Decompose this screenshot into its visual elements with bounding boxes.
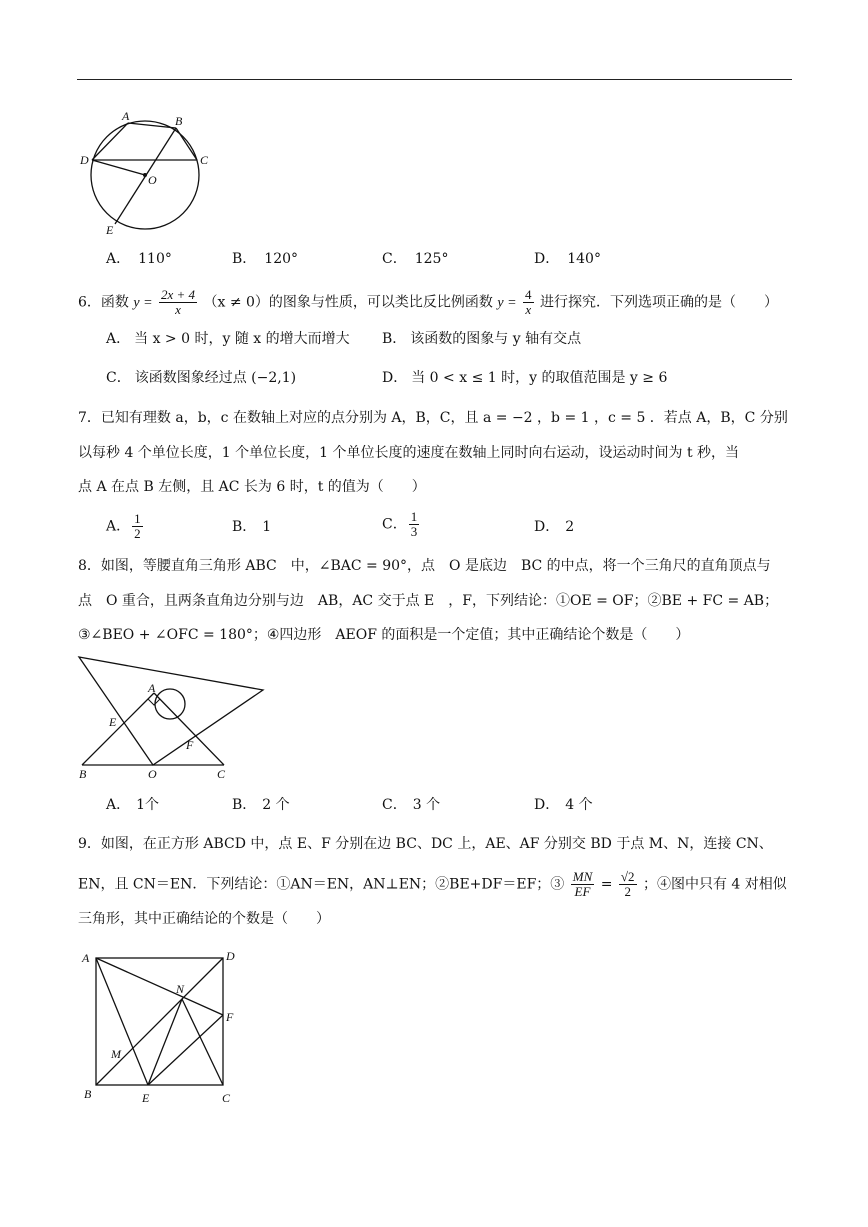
q9-fraction-mn-ef: $\frac{MN}{EF}$: [572, 869, 593, 899]
q5-option-b: B． 120°: [232, 251, 299, 267]
q7-option-a: A． $\frac{1}{2}$: [106, 511, 141, 541]
q8-option-d: D． 4 个: [534, 797, 593, 813]
q8-option-b: B． 2 个: [232, 797, 290, 813]
q9-label-B: B: [84, 1087, 92, 1101]
q5-label-C: C: [200, 153, 208, 167]
q7-option-d: D． 2: [534, 519, 575, 535]
q8-line-3: ③∠BEO + ∠OFC = 180°；④四边形 AEOF 的面积是一个定值；其中正确结论个数是（ ）: [78, 627, 690, 643]
q7-option-c: C． $\frac{1}{3}$: [382, 509, 418, 539]
q9-label-N: N: [176, 982, 185, 996]
q8-option-c: C． 3 个: [382, 797, 441, 813]
q9-label-A: A: [82, 951, 90, 965]
q6-option-d: D． 当 0 < x ≤ 1 时，y 的取值范围是 y ≥ 6: [382, 370, 668, 386]
q8-label-O: O: [148, 767, 157, 781]
q6-stem: 6．函数 y = $\frac{2x + 4}{x}$ （x ≠ 0）的图象与性质，可以类比反比例函数 y = $\frac{4}{x}$ 进行探究．下列选项正确的是（ ）: [78, 287, 778, 317]
q9-line-1: 9．如图，在正方形 ABCD 中，点 E、F 分别在边 BC、DC 上，AE、AF 分别交 BD 于点 M、N，连接 CN、: [78, 836, 773, 852]
q5-option-d: D． 140°: [534, 251, 601, 267]
q6-option-a: A． 当 x > 0 时，y 随 x 的增大而增大: [106, 331, 350, 347]
q5-label-B: B: [175, 114, 183, 128]
q8-label-B: B: [79, 767, 87, 781]
q5-option-c: C． 125°: [382, 251, 449, 267]
q9-fraction-sqrt2: $\frac{√2}{2}$: [620, 869, 635, 899]
q9-label-F: F: [226, 1010, 234, 1024]
q8-line-1: 8．如图，等腰直角三角形 ABC 中，∠BAC = 90°，点 O 是底边 BC 的中点，将一个三角尺的直角顶点与: [78, 558, 771, 574]
q9-label-C: C: [222, 1091, 231, 1105]
q7-line-3: 点 A 在点 B 左侧，且 AC 长为 6 时，t 的值为（ ）: [78, 479, 426, 495]
q9-line-3: 三角形，其中正确结论的个数是（ ）: [78, 911, 330, 927]
q7-option-b: B． 1: [232, 519, 272, 535]
q8-option-a: A． 1个: [106, 797, 160, 813]
header-rule: [77, 79, 792, 80]
q9-line-2: EN，且 CN＝EN．下列结论：①AN＝EN，AN⊥EN；②BE+DF＝EF；③ $\frac{MN}{EF}$ = $\frac{√2}{2}$ ；④图中只有 4 对相似: [78, 869, 787, 899]
q6-fraction-1: $\frac{2x + 4}{x}$: [161, 287, 196, 317]
q8-label-E: E: [109, 715, 117, 729]
q9-label-E: E: [142, 1091, 150, 1105]
q5-circle-figure: [78, 108, 208, 238]
q8-label-F: F: [186, 738, 194, 752]
q8-label-A: A: [148, 681, 156, 695]
q9-label-D: D: [226, 949, 235, 963]
q7-line-1: 7．已知有理数 a，b，c 在数轴上对应的点分别为 A，B，C，且 a = −2 ，b = 1 ，c = 5 ．若点 A，B，C 分别: [78, 410, 788, 426]
q5-label-E: E: [106, 223, 114, 237]
q6-option-b: B． 该函数的图象与 y 轴有交点: [382, 331, 582, 347]
q5-option-a: A． 110°: [106, 251, 172, 267]
q7-line-2: 以每秒 4 个单位长度，1 个单位长度，1 个单位长度的速度在数轴上同时向右运动，设运动时间为 t 秒，当: [78, 445, 740, 461]
q9-square-figure: [78, 946, 248, 1108]
q5-label-O: O: [148, 173, 157, 187]
q8-line-2: 点 O 重合，且两条直角边分别与边 AB，AC 交于点 E ，F，下列结论：①OE = OF；②BE + FC = AB；: [78, 593, 779, 609]
q9-label-M: M: [111, 1047, 121, 1061]
q6-fraction-2: $\frac{4}{x}$: [525, 287, 532, 317]
q6-option-c: C． 该函数图象经过点 (−2,1): [106, 370, 297, 386]
q5-label-D: D: [80, 153, 89, 167]
q8-label-C: C: [217, 767, 226, 781]
q5-label-A: A: [122, 109, 130, 123]
q8-triangle-figure: [76, 652, 276, 782]
